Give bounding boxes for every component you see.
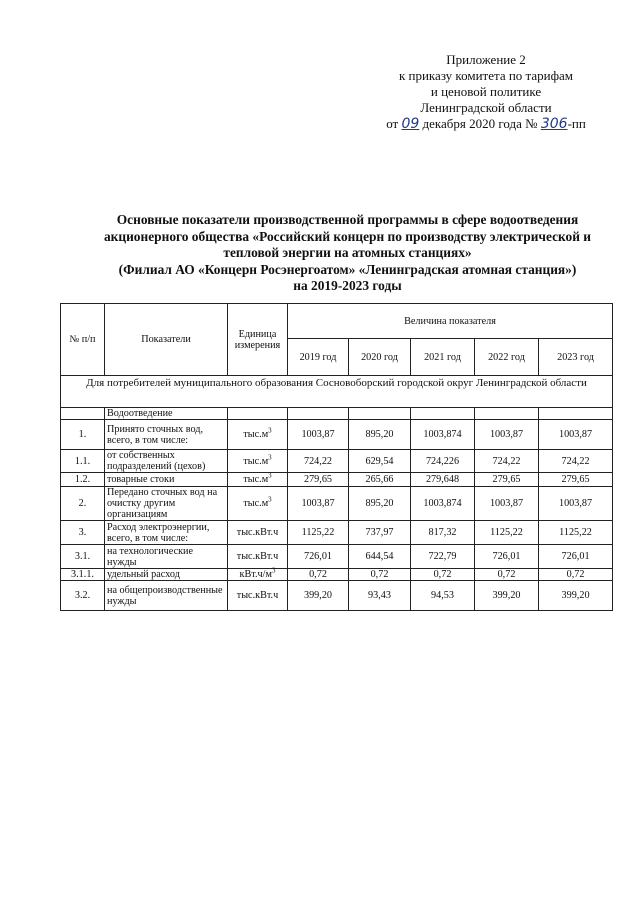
empty-cell bbox=[228, 408, 288, 420]
row-value: 1125,22 bbox=[539, 521, 613, 545]
appendix-date-line bbox=[372, 116, 600, 132]
row-value: 279,65 bbox=[539, 473, 613, 487]
table-row bbox=[61, 450, 613, 473]
row-value: 0,72 bbox=[288, 569, 349, 581]
empty-cell bbox=[475, 408, 539, 420]
indicators-table bbox=[60, 303, 613, 611]
row-indicator: Принято сточных вод, всего, в том числе: bbox=[105, 420, 228, 450]
row-num: 3.2. bbox=[61, 581, 105, 611]
header-indicator: Показатели bbox=[105, 304, 228, 376]
row-value: 1003,87 bbox=[288, 420, 349, 450]
row-value: 895,20 bbox=[349, 487, 411, 521]
empty-cell bbox=[411, 408, 475, 420]
appendix-line4: Ленинградской области bbox=[420, 100, 552, 115]
title-line4: (Филиал АО «Концерн Росэнергоатом» «Ленинградская атомная станция») bbox=[118, 261, 577, 277]
header-unit: Единица измерения bbox=[228, 304, 288, 376]
unit-text: тыс.м bbox=[243, 474, 269, 485]
row-unit bbox=[228, 566, 288, 581]
row-value: 1003,87 bbox=[475, 420, 539, 450]
row-indicator: Расход электроэнергии, всего, в том числе: bbox=[105, 521, 228, 545]
row-value: 724,22 bbox=[288, 450, 349, 473]
date-day-handwritten: 09 bbox=[401, 116, 420, 132]
row-value: 279,65 bbox=[475, 473, 539, 487]
order-number-handwritten: 306 bbox=[540, 116, 568, 132]
row-value: 0,72 bbox=[475, 569, 539, 581]
row-value: 1003,87 bbox=[539, 420, 613, 450]
table-row bbox=[61, 487, 613, 521]
unit-superscript: 3 bbox=[268, 426, 272, 435]
table-row bbox=[61, 569, 613, 581]
row-value: 726,01 bbox=[288, 545, 349, 569]
section-title: Для потребителей муниципального образования Сосновоборский городской округ Ленинградской области bbox=[61, 376, 613, 408]
unit-text: кВт.ч/м bbox=[239, 569, 272, 580]
header-year: 2019 год bbox=[288, 339, 349, 376]
title-line2: акционерного общества «Российский концерн по производству электрической и bbox=[103, 228, 592, 244]
row-unit bbox=[228, 521, 288, 545]
table-row bbox=[61, 545, 613, 569]
row-indicator: от собственных подразделений (цехов) bbox=[105, 450, 228, 473]
unit-text: тыс.кВт.ч bbox=[236, 551, 279, 562]
group-title: Водоотведение bbox=[105, 408, 228, 420]
title-line5: на 2019-2023 годы bbox=[293, 278, 402, 293]
row-value: 1125,22 bbox=[288, 521, 349, 545]
header-year: 2023 год bbox=[539, 339, 613, 376]
empty-cell bbox=[539, 408, 613, 420]
table-row bbox=[61, 521, 613, 545]
row-value: 1003,87 bbox=[475, 487, 539, 521]
row-value: 0,72 bbox=[349, 569, 411, 581]
header-value: Величина показателя bbox=[288, 304, 613, 339]
row-indicator: товарные стоки bbox=[105, 473, 228, 487]
row-unit bbox=[228, 473, 288, 487]
row-value: 1125,22 bbox=[475, 521, 539, 545]
row-value: 94,53 bbox=[411, 581, 475, 611]
row-num: 1.2. bbox=[61, 473, 105, 487]
appendix-line3: и ценовой политике bbox=[430, 84, 542, 99]
row-value: 265,66 bbox=[349, 473, 411, 487]
empty-cell bbox=[349, 408, 411, 420]
row-value: 726,01 bbox=[475, 545, 539, 569]
row-value: 399,20 bbox=[475, 581, 539, 611]
row-num: 1. bbox=[61, 420, 105, 450]
row-indicator: на общепроизводственные нужды bbox=[105, 581, 228, 611]
unit-superscript: 3 bbox=[268, 471, 272, 480]
row-unit bbox=[228, 487, 288, 521]
row-value: 399,20 bbox=[288, 581, 349, 611]
row-value: 279,648 bbox=[411, 473, 475, 487]
row-value: 93,43 bbox=[349, 581, 411, 611]
row-value: 726,01 bbox=[539, 545, 613, 569]
unit-text: тыс.кВт.ч bbox=[236, 527, 279, 538]
row-value: 0,72 bbox=[539, 569, 613, 581]
row-value: 895,20 bbox=[349, 420, 411, 450]
unit-text: тыс.м bbox=[243, 429, 269, 440]
table-row bbox=[61, 473, 613, 487]
row-indicator: на технологические нужды bbox=[105, 545, 228, 569]
document-title bbox=[80, 212, 615, 295]
row-value: 724,226 bbox=[411, 450, 475, 473]
order-suffix: -пп bbox=[567, 116, 586, 131]
row-unit bbox=[228, 581, 288, 611]
date-rest: декабря 2020 года № bbox=[422, 116, 538, 131]
header-year: 2020 год bbox=[349, 339, 411, 376]
table-row bbox=[61, 420, 613, 450]
header-num: № п/п bbox=[61, 304, 105, 376]
row-value: 724,22 bbox=[539, 450, 613, 473]
row-num: 2. bbox=[61, 487, 105, 521]
title-line3: тепловой энергии на атомных станциях» bbox=[223, 245, 472, 260]
row-num: 3.1. bbox=[61, 545, 105, 569]
title-line1: Основные показатели производственной программы в сфере водоотведения bbox=[116, 212, 579, 227]
appendix-line2: к приказу комитета по тарифам bbox=[398, 68, 574, 83]
row-value: 399,20 bbox=[539, 581, 613, 611]
row-value: 0,72 bbox=[411, 569, 475, 581]
row-indicator: Передано сточных вод на очистку другим организациям bbox=[105, 487, 228, 521]
empty-cell bbox=[288, 408, 349, 420]
row-indicator: удельный расход bbox=[105, 569, 228, 581]
row-value: 724,22 bbox=[475, 450, 539, 473]
row-num: 1.1. bbox=[61, 450, 105, 473]
unit-superscript: 3 bbox=[271, 566, 276, 575]
row-value: 644,54 bbox=[349, 545, 411, 569]
row-value: 629,54 bbox=[349, 450, 411, 473]
row-num: 3.1.1. bbox=[61, 569, 105, 581]
unit-text: тыс.м bbox=[243, 498, 269, 509]
row-unit bbox=[228, 545, 288, 569]
row-value: 1003,87 bbox=[539, 487, 613, 521]
row-value: 737,97 bbox=[349, 521, 411, 545]
unit-superscript: 3 bbox=[268, 453, 272, 462]
appendix-line1: Приложение 2 bbox=[446, 52, 526, 67]
row-value: 1003,874 bbox=[411, 487, 475, 521]
row-value: 279,65 bbox=[288, 473, 349, 487]
row-num: 3. bbox=[61, 521, 105, 545]
row-value: 1003,874 bbox=[411, 420, 475, 450]
header-year: 2021 год bbox=[411, 339, 475, 376]
row-value: 817,32 bbox=[411, 521, 475, 545]
row-unit bbox=[228, 450, 288, 473]
unit-text: тыс.м bbox=[243, 455, 269, 467]
unit-text: тыс.кВт.ч bbox=[236, 590, 279, 601]
table-row bbox=[61, 581, 613, 611]
appendix-block bbox=[372, 52, 600, 132]
row-value: 722,79 bbox=[411, 545, 475, 569]
unit-superscript: 3 bbox=[268, 495, 272, 504]
group-num-cell bbox=[61, 408, 105, 420]
row-value: 1003,87 bbox=[288, 487, 349, 521]
header-year: 2022 год bbox=[475, 339, 539, 376]
date-prefix: от bbox=[386, 116, 399, 131]
row-unit bbox=[228, 420, 288, 450]
